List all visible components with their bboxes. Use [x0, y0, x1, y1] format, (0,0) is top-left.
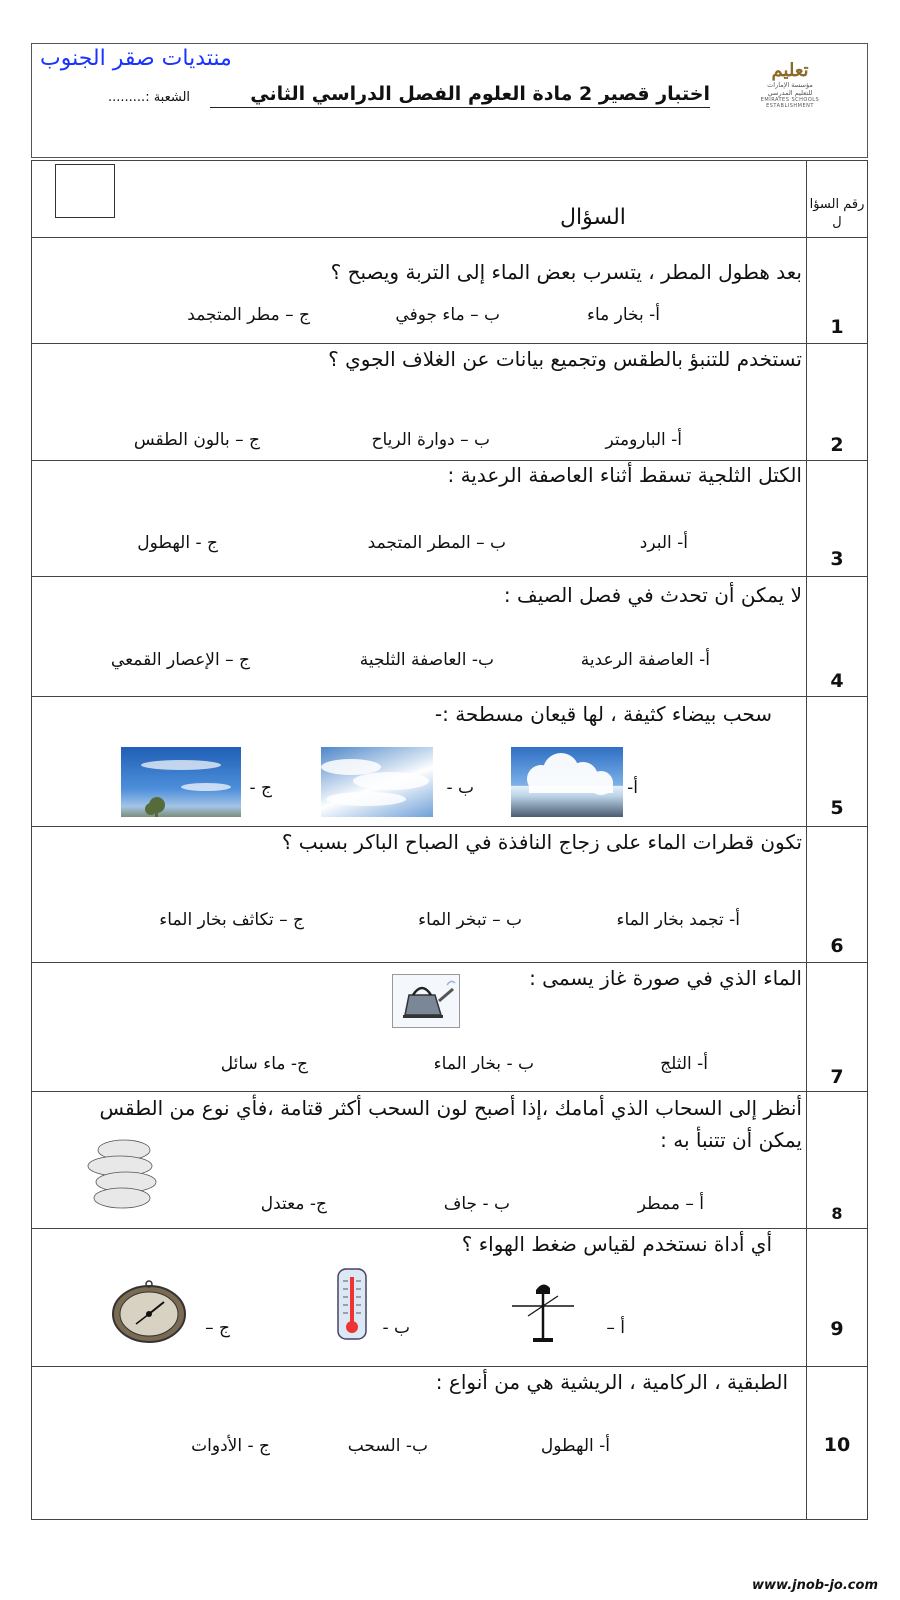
option-a[interactable]: أ –: [606, 1318, 625, 1338]
option-a[interactable]: أ- العاصفة الرعدية: [580, 650, 710, 670]
score-box[interactable]: [55, 164, 115, 218]
row-divider: [31, 460, 868, 461]
option-a[interactable]: أ- الثلج: [660, 1054, 708, 1074]
column-header-number: رقم السؤا ل: [809, 197, 865, 230]
question-text: سحب بيضاء كثيفة ، لها قيعان مسطحة :-: [434, 702, 772, 726]
question-number: 6: [830, 935, 844, 957]
question-text: الكتل الثلجية تسقط أثناء العاصفة الرعدية :: [447, 463, 802, 487]
logo-word: تعليم: [771, 60, 809, 81]
cloud-photo-a: [511, 747, 623, 817]
question-number: 7: [830, 1066, 844, 1088]
option-b[interactable]: ب – ماء جوفي: [395, 305, 500, 325]
question-text: تكون قطرات الماء على زجاج النافذة في الصباح الباكر بسبب ؟: [281, 830, 802, 854]
option-c[interactable]: ج – مطر المتجمد: [187, 305, 310, 325]
cloud-photo-b: [321, 747, 433, 817]
question-number: 10: [823, 1434, 851, 1456]
row-divider: [31, 576, 868, 577]
option-b[interactable]: ب - بخار الماء: [433, 1054, 534, 1074]
forum-tag: منتديات صقر الجنوب: [40, 46, 232, 71]
option-c[interactable]: ج - الأدوات: [191, 1436, 270, 1456]
question-text: بعد هطول المطر ، يتسرب بعض الماء إلى التربة ويصبح ؟: [330, 260, 802, 284]
question-text: الطبقية ، الركامية ، الريشية هي من أنواع :: [435, 1370, 788, 1394]
question-text: لا يمكن أن تحدث في فصل الصيف :: [503, 583, 802, 607]
question-number: 4: [830, 670, 844, 692]
table-column-divider: [806, 160, 807, 1520]
kettle-image: [392, 974, 460, 1028]
option-b[interactable]: ب- السحب: [347, 1436, 428, 1456]
option-b[interactable]: ب – تبخر الماء: [418, 910, 522, 930]
option-a[interactable]: أ- الهطول: [540, 1436, 610, 1456]
option-b[interactable]: ب - جاف: [443, 1194, 510, 1214]
option-a[interactable]: أ- تجمد بخار الماء: [616, 910, 740, 930]
row-divider: [31, 962, 868, 963]
question-number: 8: [831, 1204, 843, 1223]
option-c[interactable]: ج -: [249, 778, 272, 798]
question-number: 9: [830, 1318, 844, 1340]
question-number: 1: [830, 316, 844, 338]
option-c[interactable]: ج- ماء سائل: [220, 1054, 308, 1074]
option-a[interactable]: أ- بخار ماء: [586, 305, 660, 325]
cloud-photo-c: [121, 747, 241, 817]
footer-watermark: www.jnob-jo.com: [752, 1578, 878, 1593]
row-divider: [31, 826, 868, 827]
row-divider: [31, 343, 868, 344]
option-c[interactable]: ج- معتدل: [260, 1194, 327, 1214]
option-a[interactable]: أ – ممطر: [637, 1194, 704, 1214]
question-text: تستخدم للتنبؤ بالطقس وتجميع بيانات عن الغلاف الجوي ؟: [328, 347, 802, 371]
option-b[interactable]: ب -: [382, 1318, 410, 1338]
row-divider: [31, 237, 868, 238]
school-logo: [760, 60, 820, 109]
question-text: أي أداة نستخدم لقياس ضغط الهواء ؟: [461, 1232, 772, 1256]
option-b[interactable]: ب- العاصفة الثلجية: [359, 650, 494, 670]
column-header-question: السؤال: [560, 205, 626, 230]
question-number: 2: [830, 434, 844, 456]
option-c[interactable]: ج - الهطول: [137, 533, 218, 553]
row-divider: [31, 696, 868, 697]
option-c[interactable]: ج – الإعصار القمعي: [110, 650, 250, 670]
question-text: الماء الذي في صورة غاز يسمى :: [529, 966, 802, 990]
question-text-continued: يمكن أن تتنبأ به :: [660, 1128, 802, 1152]
cloud-drawing: [84, 1136, 162, 1216]
option-a[interactable]: أ-: [627, 778, 638, 798]
option-c[interactable]: ج – بالون الطقس: [133, 430, 260, 450]
option-b[interactable]: ب -: [446, 778, 474, 798]
row-divider: [31, 1366, 868, 1367]
row-divider: [31, 1228, 868, 1229]
exam-title: اختبار قصير 2 مادة العلوم الفصل الدراسي الثاني: [210, 83, 710, 108]
logo-subtitle-ar: مؤسسة الإمارات للتعليم المدرسي: [767, 81, 813, 97]
option-c[interactable]: ج – تكاثف بخار الماء: [159, 910, 304, 930]
question-number: 3: [830, 548, 844, 570]
option-b[interactable]: ب – دوارة الرياح: [371, 430, 490, 450]
question-text: أنظر إلى السحاب الذي أمامك ،إذا أصبح لون السحب أكثر قتامة ،فأي نوع من الطقس: [99, 1096, 802, 1120]
barometer-image: [110, 1280, 188, 1344]
question-number: 5: [830, 797, 844, 819]
option-c[interactable]: ج –: [205, 1318, 230, 1338]
logo-subtitle-en: EMIRATES SCHOOLS ESTABLISHMENT: [760, 97, 820, 109]
thermometer-image: [335, 1267, 369, 1341]
option-a[interactable]: أ- البارومتر: [605, 430, 682, 450]
section-label: الشعبة :.........: [108, 90, 191, 105]
wind-vane-image: [508, 1280, 578, 1344]
option-b[interactable]: ب – المطر المتجمد: [367, 533, 506, 553]
option-a[interactable]: أ- البرد: [639, 533, 688, 553]
row-divider: [31, 1091, 868, 1092]
